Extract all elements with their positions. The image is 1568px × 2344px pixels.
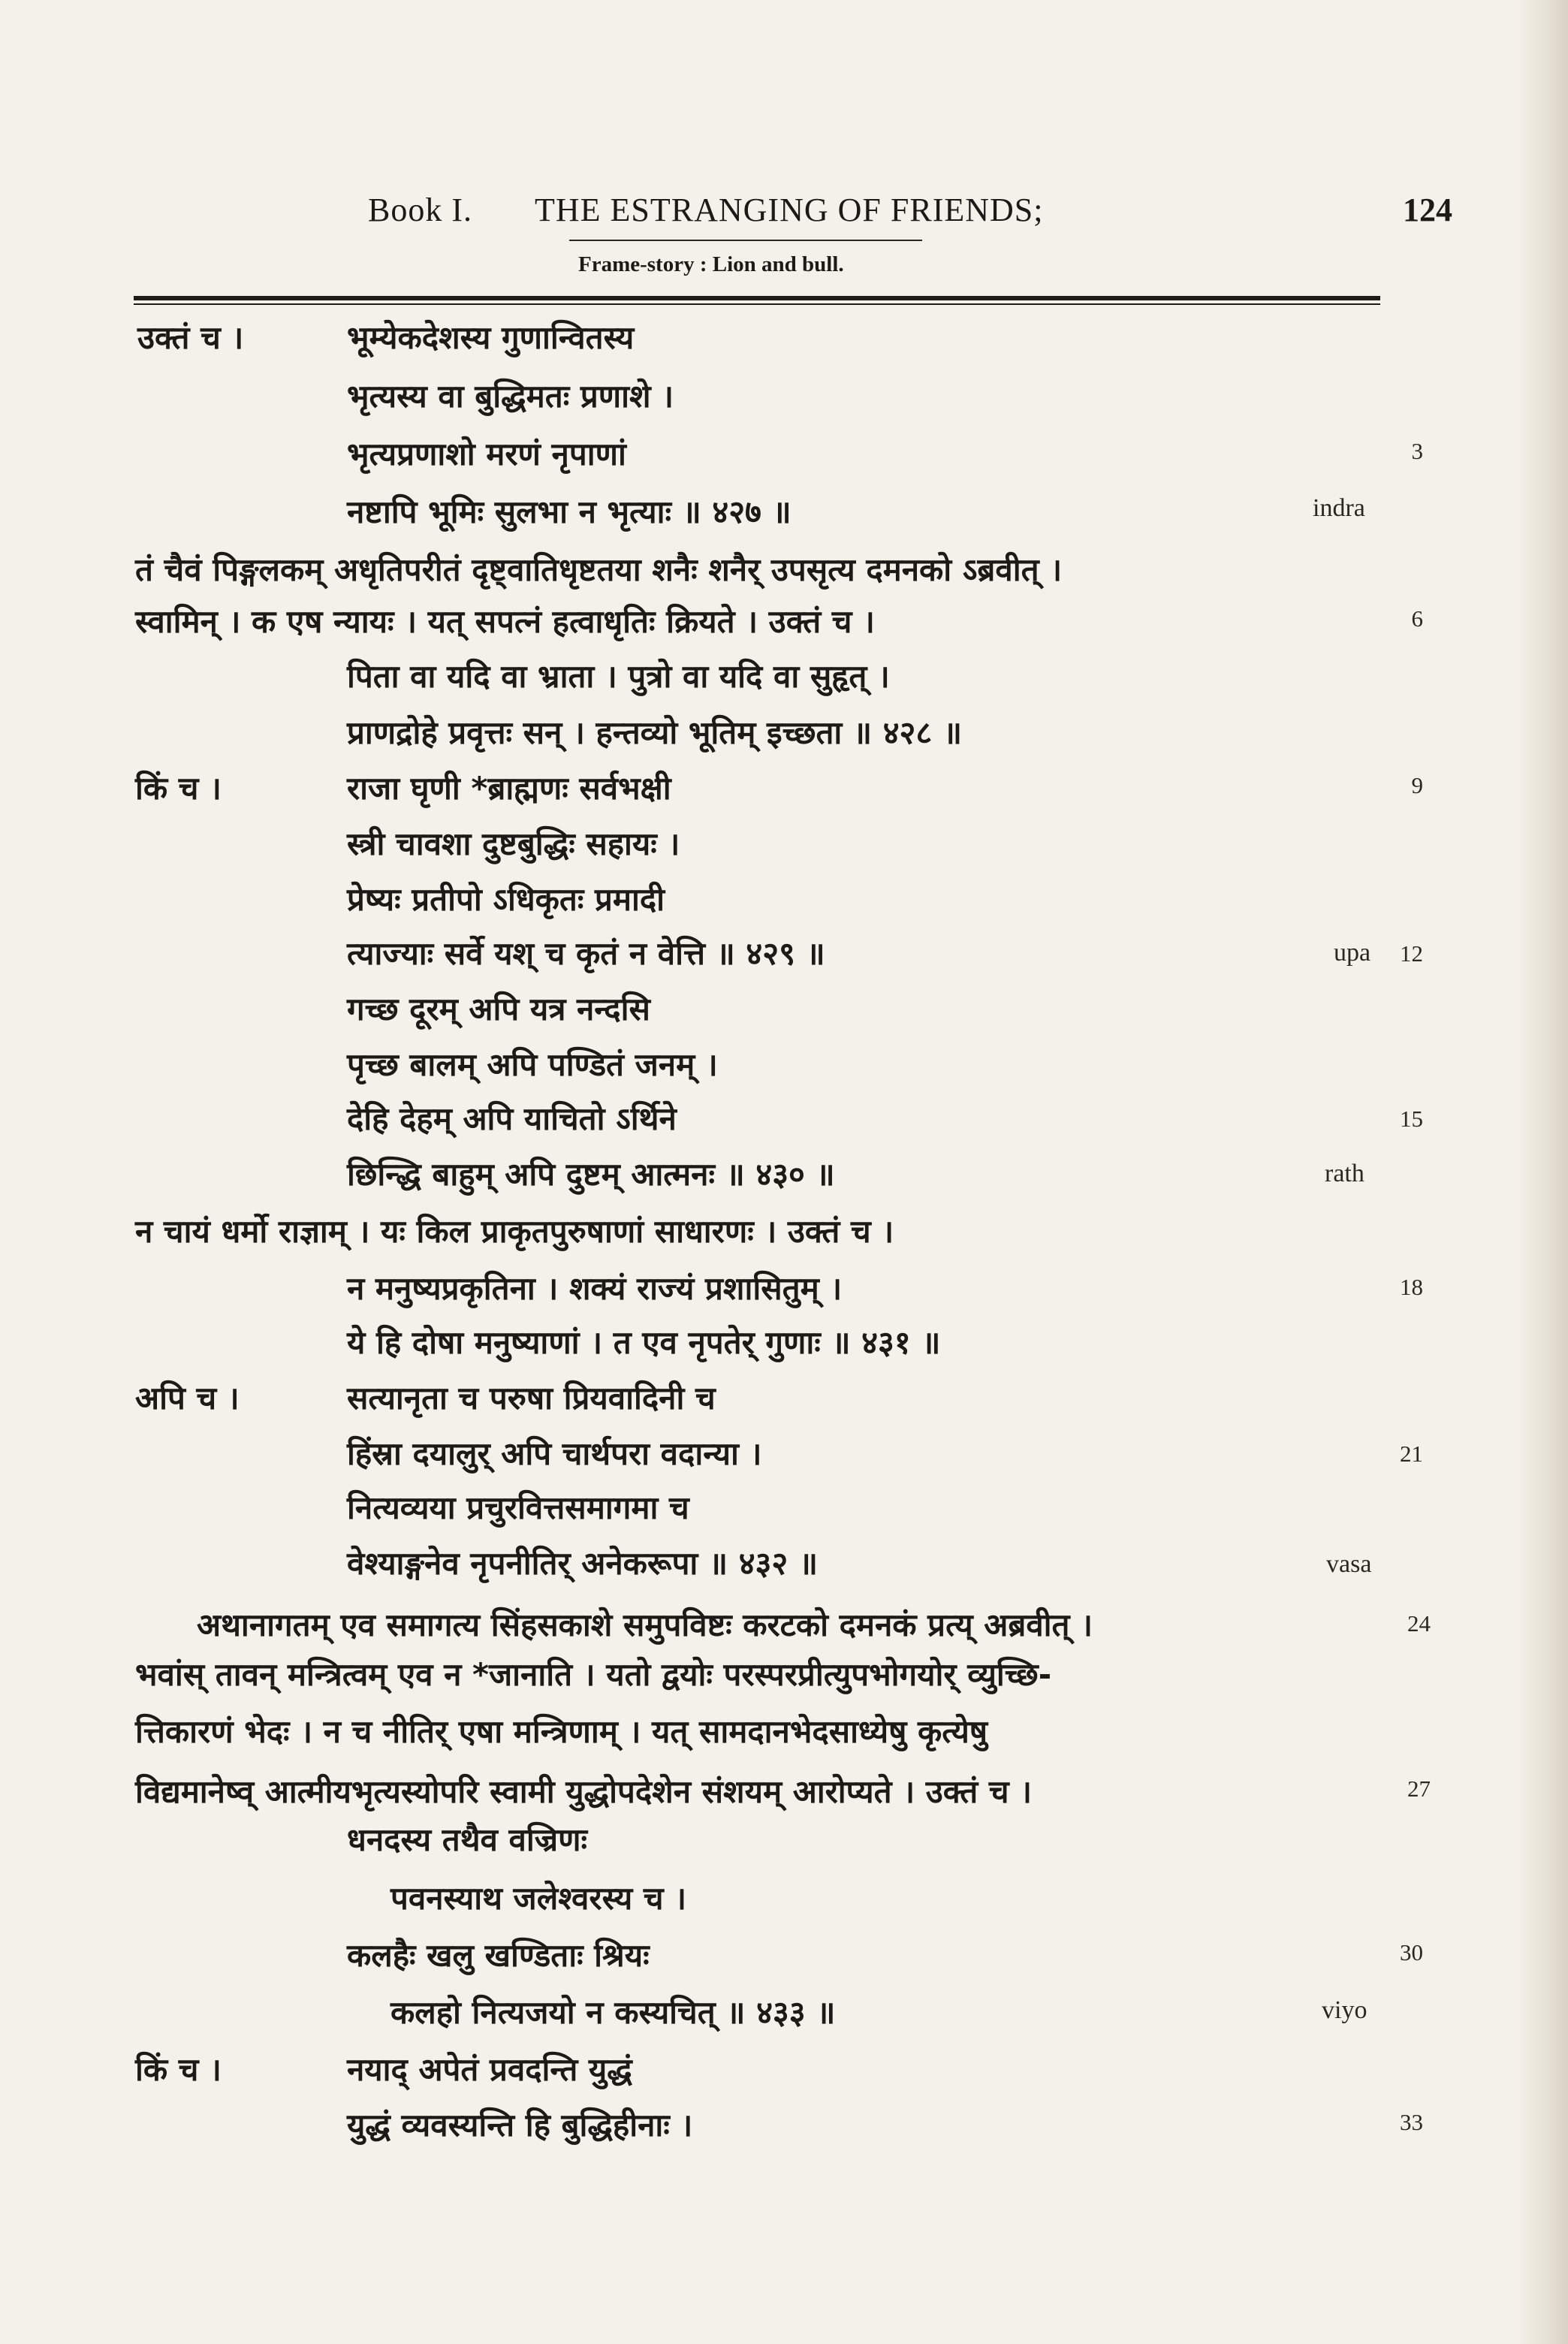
line-number: 3 xyxy=(1411,438,1423,464)
line-number: 15 xyxy=(1400,1106,1423,1132)
book-label: Book I. xyxy=(368,192,472,228)
prose-line: विद्यमानेष्व् आत्मीयभृत्यस्योपरि स्वामी युद्धोपदेशेन संशयम् आरोप्यते । उक्तं च । xyxy=(135,1773,1033,1810)
verse-line: ये हि दोषा मनुष्याणां । त एव नृपतेर् गुणाः ॥ ४३१ ॥ xyxy=(347,1324,941,1361)
line-number: 6 xyxy=(1411,605,1423,632)
prose-line: भवांस् तावन् मन्त्रित्वम् एव न *जानाति । यतो द्वयोः परस्परप्रीत्युपभोगयोर् व्युच्छि- xyxy=(135,1656,1052,1693)
verse-line: स्त्री चावशा दुष्टबुद्धिः सहायः । xyxy=(347,825,680,862)
verse-line: प्राणद्रोहे प्रवृत्तः सन् । हन्तव्यो भूतिम् इच्छता ॥ ४२८ ॥ xyxy=(347,714,963,751)
verse-line: न मनुष्यप्रकृतिना । शक्यं राज्यं प्रशासितुम् । xyxy=(347,1270,843,1307)
verse-line: नष्टापि भूमिः सुलभा न भृत्याः ॥ ४२७ ॥ xyxy=(347,493,792,530)
header-rule-thin xyxy=(134,303,1380,305)
header-rule-thick xyxy=(134,296,1380,300)
prose-line: अथानागतम् एव समागत्य सिंहसकाशे समुपविष्टः करटको दमनकं प्रत्य् अब्रवीत् । xyxy=(197,1606,1093,1643)
verse-line: नित्यव्यया प्रचुरवित्तसमागमा च xyxy=(347,1489,689,1526)
line-number: 24 xyxy=(1407,1610,1431,1637)
meter-note: vasa xyxy=(1326,1550,1372,1578)
line-label: किं च । xyxy=(135,2051,222,2088)
line-number: 30 xyxy=(1400,1939,1423,1965)
verse-line: पृच्छ बालम् अपि पण्डितं जनम् । xyxy=(347,1046,718,1083)
verse-line: सत्यानृता च परुषा प्रियवादिनी च xyxy=(347,1380,716,1416)
verse-line: राजा घृणी *ब्राह्मणः सर्वभक्षी xyxy=(347,770,671,807)
verse-line: देहि देहम् अपि याचितो ऽर्थिने xyxy=(347,1100,677,1137)
verse-line: गच्छ दूरम् अपि यत्र नन्दसि xyxy=(347,991,650,1027)
verse-line: प्रेष्यः प्रतीपो ऽधिकृतः प्रमादी xyxy=(347,881,665,918)
verse-line: नयाद् अपेतं प्रवदन्ति युद्धं xyxy=(347,2051,632,2088)
verse-line: कलहो नित्यजयो न कस्यचित् ॥ ४३३ ॥ xyxy=(390,1994,836,2031)
line-number: 9 xyxy=(1411,772,1423,798)
verse-line: छिन्द्धि बाहुम् अपि दुष्टम् आत्मनः ॥ ४३० ॥ xyxy=(347,1156,835,1193)
prose-line: न चायं धर्मो राज्ञाम् । यः किल प्राकृतपुरुषाणां साधारणः । उक्तं च । xyxy=(135,1213,894,1250)
prose-line: त्तिकारणं भेदः । न च नीतिर् एषा मन्त्रिणाम् । यत् सामदानभेदसाध्येषु कृत्येषु xyxy=(135,1713,988,1750)
verse-line: धनदस्य तथैव वज्रिणः xyxy=(347,1821,587,1858)
line-number: 33 xyxy=(1400,2109,1423,2135)
prose-line: स्वामिन् । क एष न्यायः । यत् सपत्नं हत्वाधृतिः क्रियते । उक्तं च । xyxy=(135,603,875,640)
prose-line: तं चैवं पिङ्गलकम् अधृतिपरीतं दृष्ट्वातिधृष्टतया शनैः शनैर् उपसृत्य दमनको ऽब्रवीत् । xyxy=(135,551,1063,588)
verse-line: भूम्येकदेशस्य गुणान्वितस्य xyxy=(347,319,635,356)
meter-note: rath xyxy=(1325,1160,1364,1187)
verse-line: युद्धं व्यवस्यन्ति हि बुद्धिहीनाः । xyxy=(347,2107,693,2143)
line-label: किं च । xyxy=(135,770,222,807)
verse-line: पिता वा यदि वा भ्राता । पुत्रो वा यदि वा सुहृत् । xyxy=(347,658,890,695)
verse-line: भृत्यस्य वा बुद्धिमतः प्रणाशे । xyxy=(347,378,674,415)
line-number: 27 xyxy=(1407,1775,1431,1802)
verse-line: त्याज्याः सर्वे यश् च कृतं न वेत्ति ॥ ४२९ ॥ xyxy=(347,935,825,972)
chapter-title: THE ESTRANGING OF FRIENDS; xyxy=(535,192,1044,228)
verse-line: वेश्याङ्गनेव नृपनीतिर् अनेकरूपा ॥ ४३२ ॥ xyxy=(347,1545,819,1582)
meter-note: upa xyxy=(1334,939,1371,967)
verse-line: कलहैः खलु खण्डिताः श्रियः xyxy=(347,1937,650,1974)
page-number: 124 xyxy=(1403,192,1452,228)
page-edge-shadow xyxy=(1515,0,1568,2344)
meter-note: viyo xyxy=(1322,1996,1367,2024)
title-underline xyxy=(569,240,922,241)
verse-line: हिंस्रा दयालुर् अपि चार्थपरा वदान्या । xyxy=(347,1435,762,1472)
verse-line: भृत्यप्रणाशो मरणं नृपाणां xyxy=(347,436,626,472)
line-label: अपि च । xyxy=(135,1380,240,1416)
line-label: उक्तं च । xyxy=(137,319,244,356)
line-number: 12 xyxy=(1400,940,1423,967)
meter-note: indra xyxy=(1313,494,1365,522)
verse-line: पवनस्याथ जलेश्वरस्य च । xyxy=(390,1880,687,1917)
subheading: Frame-story : Lion and bull. xyxy=(578,252,844,276)
line-number: 18 xyxy=(1400,1274,1423,1300)
line-number: 21 xyxy=(1400,1440,1423,1467)
